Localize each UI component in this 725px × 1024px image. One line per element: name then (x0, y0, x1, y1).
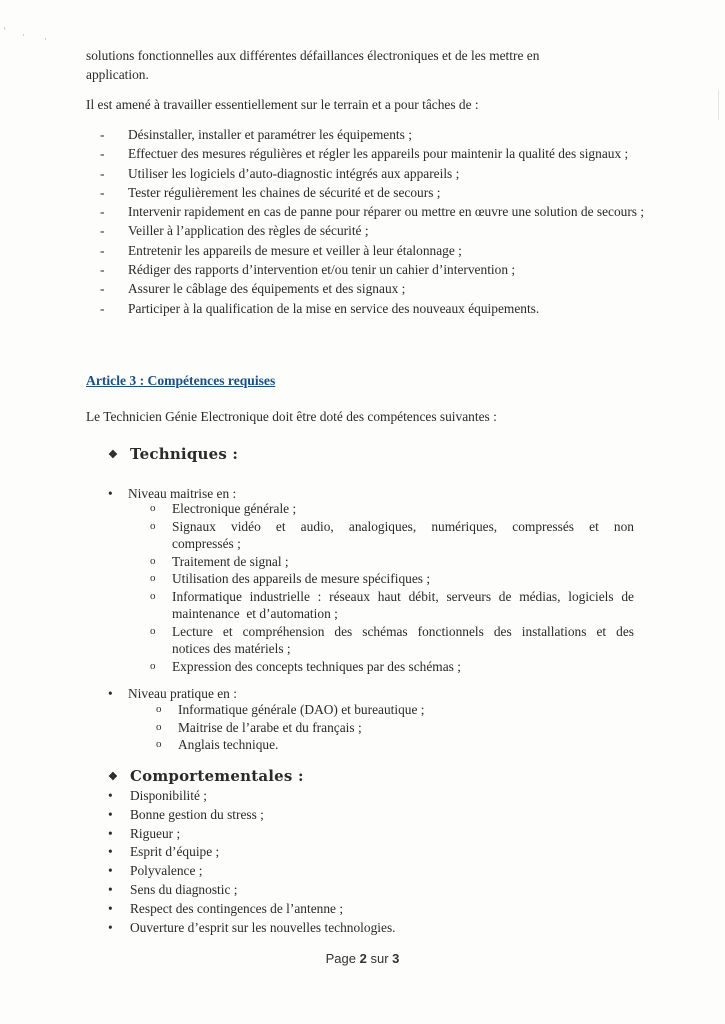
list-item: - Assurer le câblage des équipements et des signaux ; (100, 281, 406, 297)
article-3-title: Article 3 : Compétences requises (86, 373, 276, 388)
list-item-continuation: notices des matériels ; (172, 641, 291, 656)
tasks-list (100, 125, 648, 318)
list-item: - Participer à la qualification de la mise en service des nouveaux équipements. (100, 300, 540, 316)
intro-line-1: solutions fonctionnelles aux différentes défaillances électroniques et de les mettre en (86, 48, 540, 63)
comportementales-heading: ❖ Comportementales : (108, 767, 304, 785)
list-item: - Intervenir rapidement en cas de panne pour réparer ou mettre en œuvre une solution de secours ; (100, 204, 645, 220)
pratique-label: • Niveau pratique en : (108, 686, 237, 701)
list-item: o Lecture et compréhension des schémas fonctionnels des installations et des (150, 623, 634, 639)
list-item: - Tester régulièrement les chaines de sécurité et de secours ; (100, 184, 441, 200)
intro-paragraph (86, 46, 646, 84)
list-item: - Effectuer des mesures régulières et régler les appareils pour maintenir la qualité des signaux ; (100, 146, 629, 162)
techniques-heading: ❖ Techniques : (108, 445, 239, 463)
maitrise-list (150, 500, 634, 675)
list-item-continuation: maintenance et d’automation ; (172, 606, 338, 621)
list-item: o Informatique industrielle : réseaux haut débit, serveurs de médias, logiciels de (150, 588, 634, 604)
list-item: o Signaux vidéo et audio, analogiques, numériques, compressés et non (150, 518, 634, 534)
diamond-bullet-icon: ❖ (108, 770, 119, 783)
bullet-icon: • (108, 686, 113, 701)
maitrise-label: • Niveau maitrise en : (108, 486, 237, 501)
scan-speck: · (22, 30, 25, 40)
list-item: - Veiller à l’application des règles de sécurité ; (100, 223, 369, 239)
scan-edge-line (718, 90, 719, 120)
list-item: • Ouverture d’esprit sur les nouvelles technologies. (108, 919, 396, 935)
scan-speck: ' (4, 26, 6, 36)
list-item: • Sens du diagnostic ; (108, 881, 238, 897)
list-item: o Electronique générale ; (150, 501, 297, 516)
list-item: • Esprit d’équipe ; (108, 844, 220, 860)
list-item: - Entretenir les appareils de mesure et veiller à leur étalonnage ; (100, 242, 462, 258)
list-item: - Utiliser les logiciels d’auto-diagnostic intégrés aux appareils ; (100, 165, 460, 181)
list-item-continuation: compressés ; (172, 536, 241, 551)
tasks-intro: Il est amené à travailler essentiellement sur le terrain et a pour tâches de : (86, 97, 479, 112)
list-item: - Désinstaller, installer et paramétrer les équipements ; (100, 127, 412, 142)
list-item: • Rigueur ; (108, 825, 181, 841)
pratique-list (156, 701, 586, 754)
list-item: - Rédiger des rapports d’intervention et/ou tenir un cahier d’intervention ; (100, 262, 516, 278)
list-item: o Anglais technique. (156, 737, 279, 752)
list-item: o Traitement de signal ; (150, 553, 289, 569)
intro-line-2: application. (86, 67, 149, 82)
list-item: • Disponibilité ; (108, 788, 207, 803)
list-item: • Respect des contingences de l’antenne ; (108, 900, 344, 916)
list-item: o Maitrise de l’arabe et du français ; (156, 719, 362, 735)
scan-speck: · (44, 34, 47, 44)
comportementales-list (108, 787, 396, 937)
list-item: o Expression des concepts techniques par des schémas ; (150, 658, 461, 674)
list-item: • Polyvalence ; (108, 863, 203, 879)
diamond-bullet-icon: ❖ (108, 448, 119, 461)
list-item: o Informatique générale (DAO) et bureautique ; (156, 702, 425, 717)
article-3-intro: Le Technicien Génie Electronique doit être doté des compétences suivantes : (86, 409, 497, 424)
list-item: o Utilisation des appareils de mesure spécifiques ; (150, 571, 431, 586)
bullet-icon: • (108, 486, 113, 501)
list-item: • Bonne gestion du stress ; (108, 806, 264, 822)
page-number: Page 2 sur 3 (325, 951, 400, 966)
